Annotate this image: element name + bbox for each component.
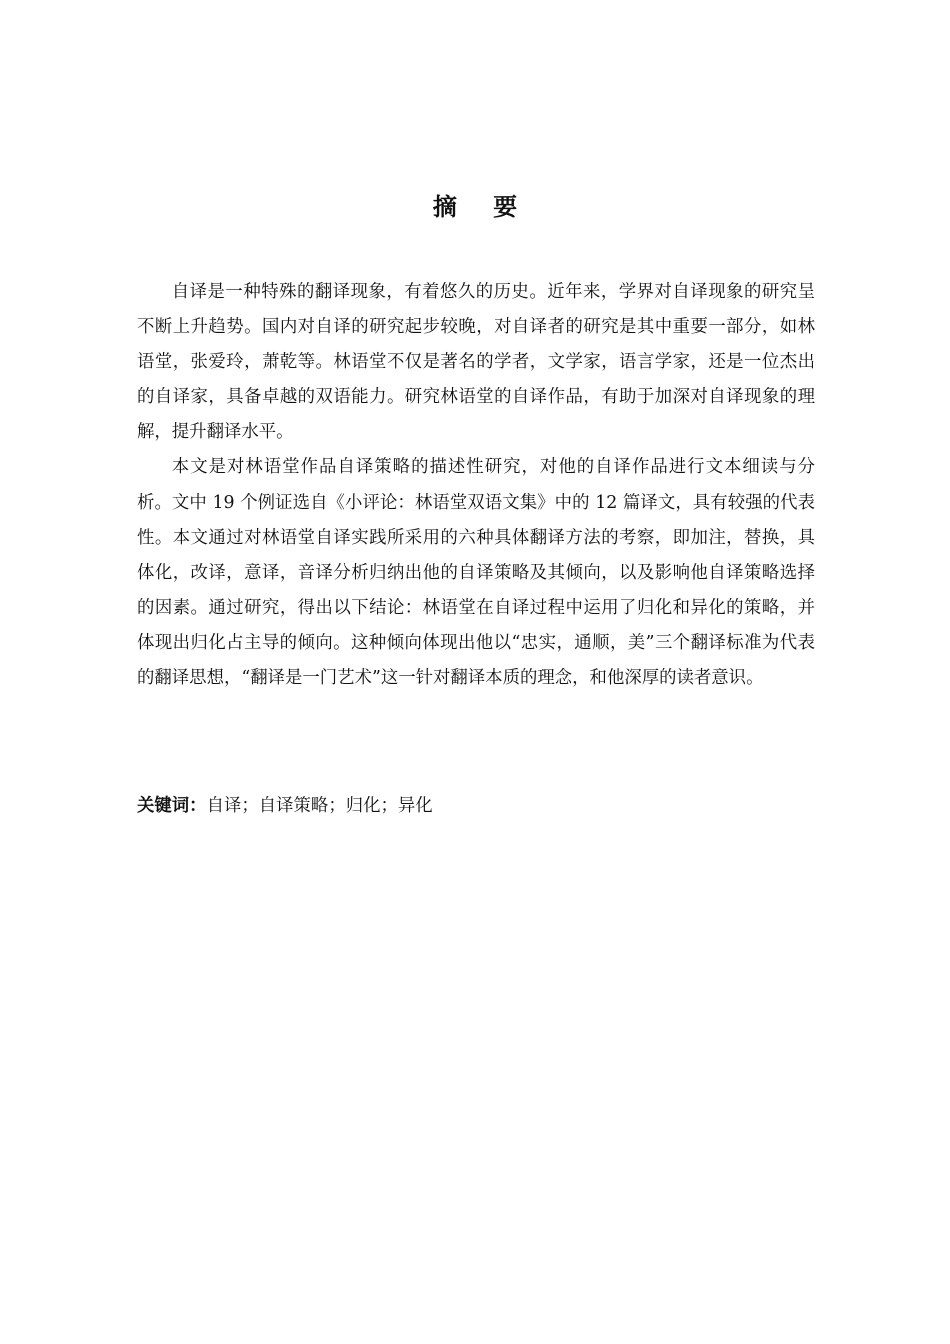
abstract-title: 摘 要 xyxy=(432,193,532,221)
keywords-label: 关键词： xyxy=(137,796,207,816)
abstract-paragraph-1: 自译是一种特殊的翻译现象，有着悠久的历史。近年来，学界对自译现象的研究呈不断上升趋势。国内对自译的研究起步较晚，对自译者的研究是其中重要一部分，如林语堂，张爱玲，萧乾等。林语堂不仅是著名的学者，文学家，语言学家，还是一位杰出的自译家，具备卓越的双语能力。研究林语堂的自译作品，有助于加深对自译现象的理解，提升翻译水平。 xyxy=(137,282,815,443)
keywords-line xyxy=(137,788,815,824)
keywords-value: 自译；自译策略；归化；异化 xyxy=(206,796,433,816)
abstract-body xyxy=(137,275,815,696)
abstract-paragraph-2: 本文是对林语堂作品自译策略的描述性研究，对他的自译作品进行文本细读与分析。文中 19 个例证选自《小评论：林语堂双语文集》中的 12 篇译文，具有较强的代表性。本文通过对林语堂自译实践所采用的六种具体翻译方法的考察，即加注，替换，具体化，改译，意译，音译分析归纳出他的自译策略及其倾向，以及影响他自译策略选择的因素。通过研究，得出以下结论：林语堂在自译过程中运用了归化和异化的策略，并体现出归化占主导的倾向。这种倾向体现出他以“忠实，通顺，美”三个翻译标准为代表的翻译思想，“翻译是一门艺术”这一针对翻译本质的理念，和他深厚的读者意识。 xyxy=(137,457,815,689)
